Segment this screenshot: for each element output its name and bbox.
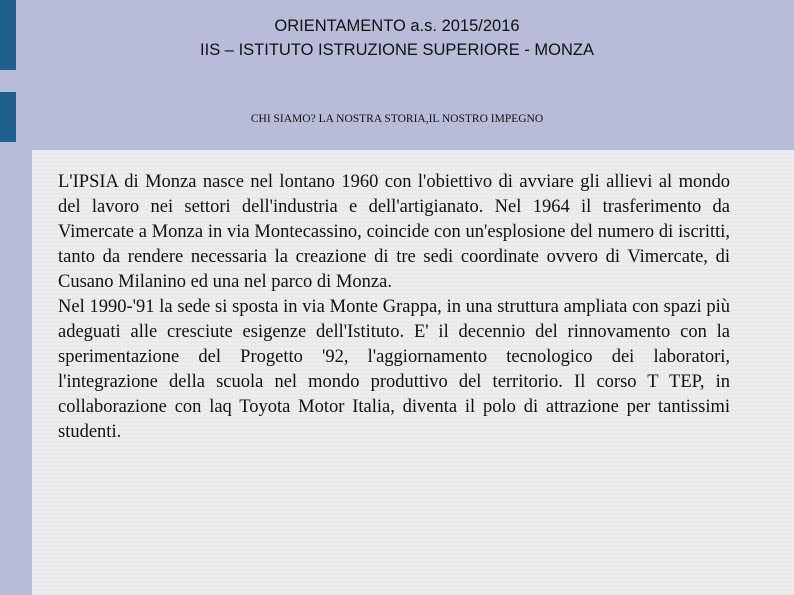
slide-subtitle: CHI SIAMO? LA NOSTRA STORIA,IL NOSTRO IMPEGNO [250,113,544,125]
title-line-1: ORIENTAMENTO a.s. 2015/2016 [274,17,520,35]
paragraph-history-1960: L'IPSIA di Monza nasce nel lontano 1960 con l'obiettivo di avviare gli allievi al mondo del lavoro nei settori dell'industria e dell'artigianato. Nel 1964 il trasferimento da Vimercate a Monza in via Montecassino, coincide con un'esplosione del numero di iscritti, tanto da rendere necessaria la creazione di tre sedi coordinate ovvero di Vimercate, di Cusano Milanino ed una nel parco di Monza. [58,172,730,292]
paragraph-history-1990: Nel 1990-'91 la sede si sposta in via Monte Grappa, in una struttura ampliata con spazi più adeguati alle cresciute esigenze dell'Istituto. E' il decennio del rinnovamento con la sperimentazione del Progetto '92, l'aggiornamento tecnologico dei laboratori, l'integrazione della scuola nel mondo produttivo del territorio. Il corso T TEP, in collaborazione con laq Toyota Motor Italia, diventa il polo di attrazione per tantissimi studenti. [58,297,730,442]
slide-title [0,14,794,62]
title-line-2: IIS – ISTITUTO ISTRUZIONE SUPERIORE - MONZA [200,41,594,59]
body-text [58,170,730,445]
left-accent-rail [0,0,16,595]
